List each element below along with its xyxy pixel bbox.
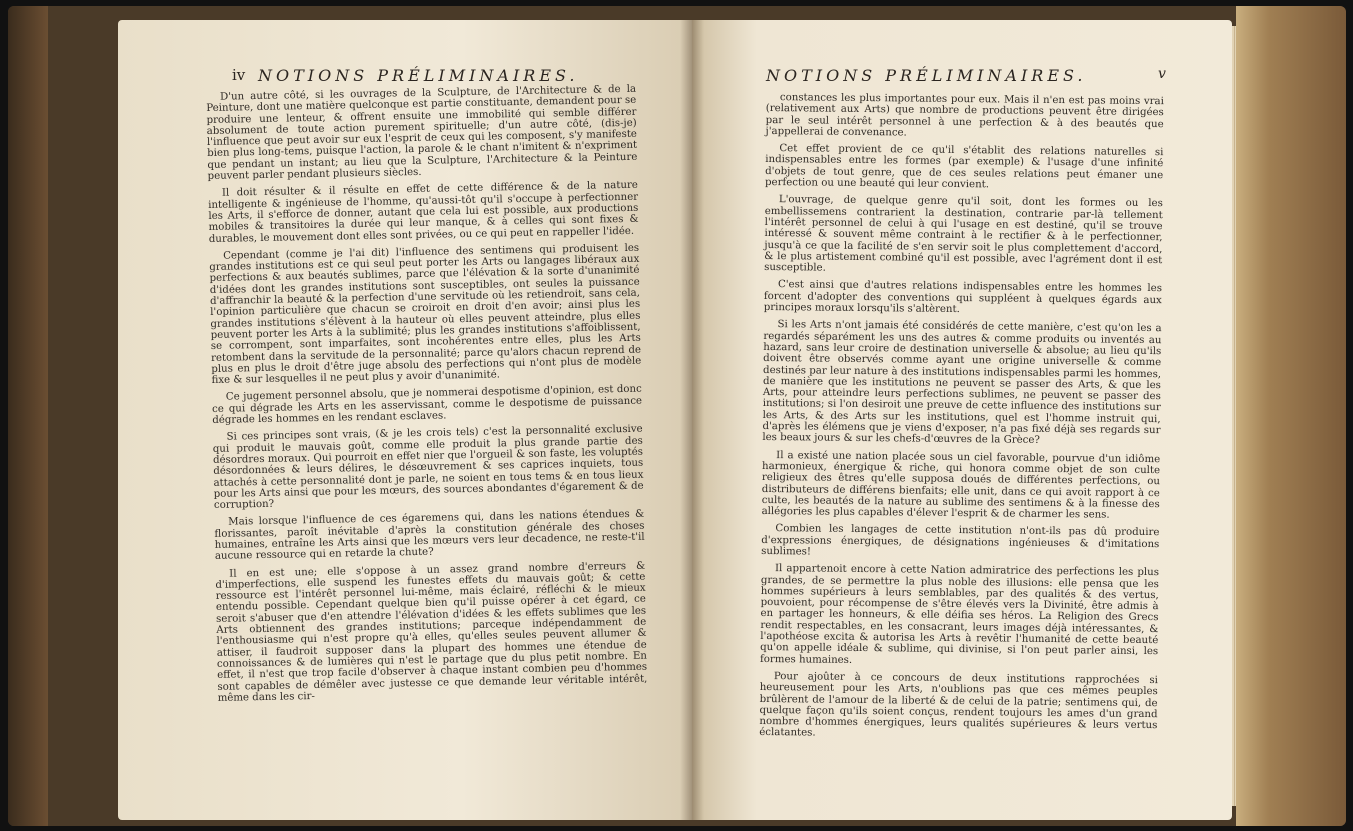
book-cover-right	[1236, 6, 1346, 826]
paragraph: Cependant (comme je l'ai dit) l'influence des sentimens qui produisent les grandes institutions est ce qui seul peut porter les Arts ou langages libéraux aux perfections & aux beautés sublimes, parce que l'élévation & la sorte d'unanimité d'idées dont les grandes institutions sont susceptibles, ont seules la puissance d'affranchir la beauté & la perfection d'une servitude où les retiendroit, sans cela, l'opinion particulière que chacun se croiroit en droit d'en avoir; ainsi plus les grandes institutions s'élèvent à la hauteur où elles peuvent atteindre, plus elles peuvent porter les Arts à la sublimité; plus les grandes institutions s'affoiblissent, se corrompent, sont imparfaites, sont incohérentes entre elles, plus les Arts retombent dans la servitude de la personnalité; parce qu'alors chacun reprend de plus en plus le droit d'être juge absolu des perfections qui n'ont plus de modèle fixe & sur lesquelles il ne peut plus y avoir d'unanimité.	[209, 242, 642, 387]
page-number: v	[1158, 66, 1166, 82]
paragraph: D'un autre côté, si les ouvrages de la Sculpture, de l'Architecture & de la Peinture, dont une matière quelconque est partie constituante, demandent pour se produire une lenteur, & offrent ensuite une immobilité qui semble différer absolument de toute action purement spirituelle; d'un autre côté, (dis-je) l'influence que peut avoir sur eux l'esprit de ceux qui les composent, s'y manifeste bien plus long-tems, puisque l'action, la parole & le chant n'imitent & n'expriment que pendant un instant; au lieu que la Sculpture, l'Architecture & la Peinture peuvent parler pendant plusieurs siècles.	[206, 83, 638, 183]
paragraph: Mais lorsque l'influence de ces égaremens qui, dans les nations étendues & florissantes, paroît inévitable d'après la constitution générale des choses humaines, entraîne les Arts ainsi que les mœurs vers leur decadence, ne reste-t'il aucune ressource qui en retarde la chute?	[214, 509, 645, 563]
left-page	[118, 20, 692, 820]
paragraph: Cet effet provient de ce qu'il s'établit des relations naturelles si indispensables entre les formes (par exemple) & l'usage d'une infinité d'objets de tout genre, que de ces seules relations peut émaner une perfection ou une beauté qui leur convient.	[764, 143, 1164, 191]
paragraph: Il en est une; elle s'oppose à un assez grand nombre d'erreurs & d'imperfections, elle suspend les funestes effets du mauvais goût; & cette ressource est l'intérêt personnel lui-même, mais éclairé, réfléchi & le mieux entendu possible. Cependant quelque bien qu'il puisse opérer à cet égard, ce seroit s'abuser que d'en attendre l'élévation d'idées & les effets sublimes que les Arts obtiennent des grandes institutions; parceque indépendamment de l'enthousiasme qui n'est propre qu'à elles, qu'elles seules peuvent allumer & attiser, il faudroit supposer dans la plupart des hommes une étendue de connoissances & de lumières qui n'est le partage que du plus petit nombre. En effet, il n'est que trop facile d'observer à chaque instant combien peu d'hommes sont capables de démêler avec justesse ce que demande leur véritable intérêt, même dans les cir-	[215, 560, 648, 704]
paragraph: Il appartenoit encore à cette Nation admiratrice des perfections les plus grandes, de se permettre la plus noble des illusions: elle pensa que les hommes supérieurs à leurs semblables, par des qualités & des vertus, pouvoient, pour récompense de s'être élevés vers la Divinité, être admis à en partager les honneurs, & elle déifia ses héros. La Religion des Grecs rendit respectables, en les consacrant, leurs images déjà intéressantes, & l'apothéose excita & autorisa les Arts à revêtir l'humanité de cette beauté qu'on appelle idéale & sublime, qui divinise, si l'on peut parler ainsi, les formes humaines.	[760, 563, 1160, 666]
paragraph: C'est ainsi que d'autres relations indispensables entre les hommes les forcent d'adopter des conventions qui suppléent à quelques égards aux principes moraux lorsqu'ils s'altèrent.	[763, 279, 1163, 316]
right-page	[692, 20, 1232, 820]
paragraph: Si les Arts n'ont jamais été considérés de cette manière, c'est qu'on les a regardés séparément les uns des autres & comme produits ou inventés au hazard, sans leur croire de destination universelle & absolue; au lieu qu'ils doivent être observés comme ayant une origine universelle & comme destinés par leur nature à des institutions indispensables parmi les hommes, de manière que les institutions ne peuvent se passer des Arts, & que les Arts, pour atteindre leurs perfections sublimes, ne peuvent se passer des institutions; si l'on desiroit une preuve de cette influence des institutions sur les Arts, & des Arts sur les institutions, quel est l'homme instruit qui, d'après les élémens que je viens d'exposer, n'a pas fixé déjà ses regards sur les beaux jours & sur les chefs-d'œuvres de la Grèce?	[762, 319, 1162, 447]
paragraph: Combien les langages de cette institution n'ont-ils pas dû produire d'expressions énergiques, de désignations ingénieuses & d'imitations sublimes!	[761, 523, 1160, 558]
paragraph: Il a existé une nation placée sous un ciel favorable, pourvue d'un idiôme harmonieux, énergique & riche, qui honora comme objet de son culte religieux des êtres qu'elle supposa doués de différentes perfections, ou distributeurs de différens bienfaits; elle unit, dans ce qui avoit rapport à ce culte, les beautés de la nature au sublime des sentimens & à la finesse des allégories les plus capables d'élever l'esprit & de charmer les sens.	[761, 449, 1161, 521]
paragraph: constances les plus importantes pour eux. Mais il n'en est pas moins vrai (relativement aux Arts) que nombre de productions peuvent être dirigées par le seul intérêt personnel à une perfection & à des beautés que j'appellerai de convenance.	[765, 92, 1164, 139]
paragraph: Pour ajoûter à ce concours de deux institutions rapprochées si heureusement pour les Arts, n'oublions pas que ces mêmes peuples brûlèrent de l'amour de la liberté & de celui de la patrie; sentimens qui, de quelque façon qu'ils soient conçus, rendent toujours les ames d'un grand nombre d'hommes énergiques, leurs qualités supérieures & leurs vertus éclatantes.	[759, 671, 1158, 739]
book	[8, 6, 1346, 826]
paragraph: Si ces principes sont vrais, (& je les crois tels) c'est la personnalité exclusive qui produit le mauvais goût, comme elle produit la plus grande partie des désordres moraux. Qui pourroit en effet nier que l'orgueil & son faste, les voluptés désordonnées & leurs délires, le désœuvrement & ses caprices inquiets, tous attachés à cette personnalité dont je parle, ne soient en tous tems & en tous lieux pour les Arts ainsi que pour les mœurs, des sources abondantes d'égarement & de corruption?	[212, 423, 644, 512]
page-body	[759, 92, 1164, 749]
paragraph: L'ouvrage, de quelque genre qu'il soit, dont les formes ou les embellissemens contrarient la destination, contrarie par-là tellement l'intérêt personnel de celui à qui l'usage en est destiné, qu'il se trouve intéressé & souvent même contraint à le rectifier & à le perfectionner, jusqu'à ce que la facilité de s'en servir soit le plus complettement d'accord, & le plus artistement combiné qu'il est possible, avec l'agrément dont il est susceptible.	[764, 194, 1163, 274]
running-header: NOTIONS PRÉLIMINAIRES.	[766, 66, 1087, 85]
paragraph: Il doit résulter & il résulte en effet de cette différence & de la nature intelligente & ingénieuse de l'homme, qu'aussi-tôt qu'il s'occupe à perfectionner les Arts, il s'efforce de donner, autant que cela lui est possible, aux productions mobiles & transitoires la durée qui leur manque, & à celles qui sont fixes & durables, le mouvement dont elles sont privées, ou ce qui peut en rappeller l'idée.	[208, 180, 639, 245]
book-gutter	[680, 20, 704, 820]
page-body	[206, 84, 648, 710]
book-cover-left	[8, 6, 48, 826]
paragraph: Ce jugement personnel absolu, que je nommerai despotisme d'opinion, est donc ce qui dégrade les Arts en les asservissant, comme le despotisme de puissance dégrade les hommes en les rendant esclaves.	[211, 384, 643, 426]
page-number: iv	[232, 66, 246, 84]
running-header: NOTIONS PRÉLIMINAIRES.	[258, 66, 579, 85]
